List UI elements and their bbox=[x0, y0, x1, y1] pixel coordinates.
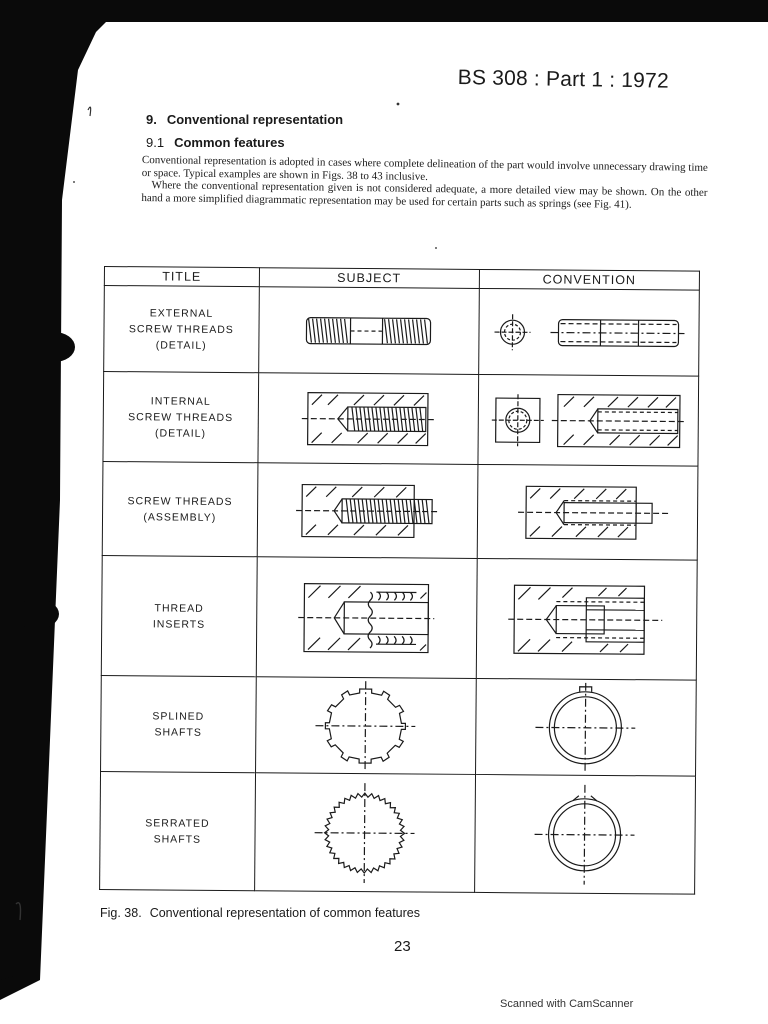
row-title: SPLINED SHAFTS bbox=[101, 675, 256, 772]
hole-punch-top bbox=[33, 332, 75, 362]
figure-caption-text: Conventional representation of common features bbox=[149, 906, 420, 920]
row-title: SCREW THREADS (ASSEMBLY) bbox=[102, 461, 257, 556]
thread-insert-convention-drawing bbox=[506, 579, 667, 660]
row-title: INTERNAL SCREW THREADS (DETAIL) bbox=[103, 372, 258, 463]
row-title: SERRATED SHAFTS bbox=[100, 771, 256, 890]
scan-mark bbox=[88, 107, 91, 116]
page-number: 23 bbox=[394, 938, 411, 955]
section-heading bbox=[146, 112, 343, 127]
convention-cell bbox=[477, 464, 698, 560]
convention-cell bbox=[478, 374, 699, 466]
table-row bbox=[102, 461, 698, 560]
table-row bbox=[100, 771, 696, 894]
subject-cell bbox=[254, 773, 475, 893]
header-subject: SUBJECT bbox=[259, 268, 479, 289]
serrated-shaft-subject-drawing bbox=[314, 782, 415, 883]
table-row bbox=[103, 372, 699, 467]
table-row bbox=[104, 286, 700, 377]
internal-thread-convention-drawing bbox=[488, 388, 688, 454]
thread-assembly-convention-drawing bbox=[502, 480, 672, 545]
thread-insert-subject-drawing bbox=[296, 577, 437, 658]
conventions-table bbox=[99, 266, 700, 895]
subject-cell bbox=[257, 463, 478, 559]
header-convention: CONVENTION bbox=[479, 269, 699, 290]
figure-caption bbox=[100, 906, 420, 920]
table-row bbox=[101, 555, 697, 680]
header-title: TITLE bbox=[104, 267, 259, 287]
serrated-shaft-convention-drawing bbox=[535, 784, 636, 885]
figure-table bbox=[99, 266, 700, 893]
section-number: 9. bbox=[146, 112, 157, 127]
external-thread-convention-drawing bbox=[489, 307, 689, 359]
scan-speck bbox=[435, 247, 437, 249]
splined-shaft-convention-drawing bbox=[535, 682, 636, 773]
subject-cell bbox=[255, 677, 476, 775]
internal-thread-subject-drawing bbox=[298, 386, 438, 451]
splined-shaft-subject-drawing bbox=[315, 680, 416, 771]
row-title: EXTERNAL SCREW THREADS (DETAIL) bbox=[104, 286, 259, 373]
subject-cell bbox=[256, 557, 477, 679]
scanner-watermark: Scanned with CamScanner bbox=[500, 998, 634, 1010]
paragraph: Where the conventional representation given is not considered adequate, a more detailed view may be shown. On the other hand a more simplified diagrammatic representation may be used for certain parts such as springs (see Fig. 41). bbox=[141, 179, 708, 211]
table-row bbox=[101, 675, 697, 776]
paragraph: Conventional representation is adopted in cases where complete delineation of the part would involve unnecessary drawing time or space. Typical examples are shown in Figs. 38 to 43 inclusive. bbox=[141, 154, 708, 183]
subsection-number: 9.1 bbox=[146, 135, 165, 150]
body-text bbox=[141, 154, 708, 212]
scan-speck bbox=[73, 181, 75, 183]
thread-assembly-subject-drawing bbox=[292, 478, 442, 543]
convention-cell bbox=[478, 288, 699, 376]
scan-speck bbox=[397, 103, 400, 106]
subject-cell bbox=[258, 373, 479, 465]
subsection-heading bbox=[146, 135, 285, 150]
external-thread-subject-drawing bbox=[299, 305, 439, 356]
row-title: THREAD INSERTS bbox=[101, 555, 257, 676]
convention-cell bbox=[475, 678, 696, 776]
section-title: Conventional representation bbox=[166, 112, 344, 127]
subsection-title: Common features bbox=[174, 135, 285, 150]
convention-cell bbox=[476, 558, 697, 680]
subject-cell bbox=[258, 287, 479, 375]
document-header: BS 308 : Part 1 : 1972 bbox=[457, 66, 670, 93]
convention-cell bbox=[474, 774, 695, 894]
figure-label: Fig. 38. bbox=[100, 906, 142, 920]
hole-punch-bottom bbox=[15, 599, 59, 629]
